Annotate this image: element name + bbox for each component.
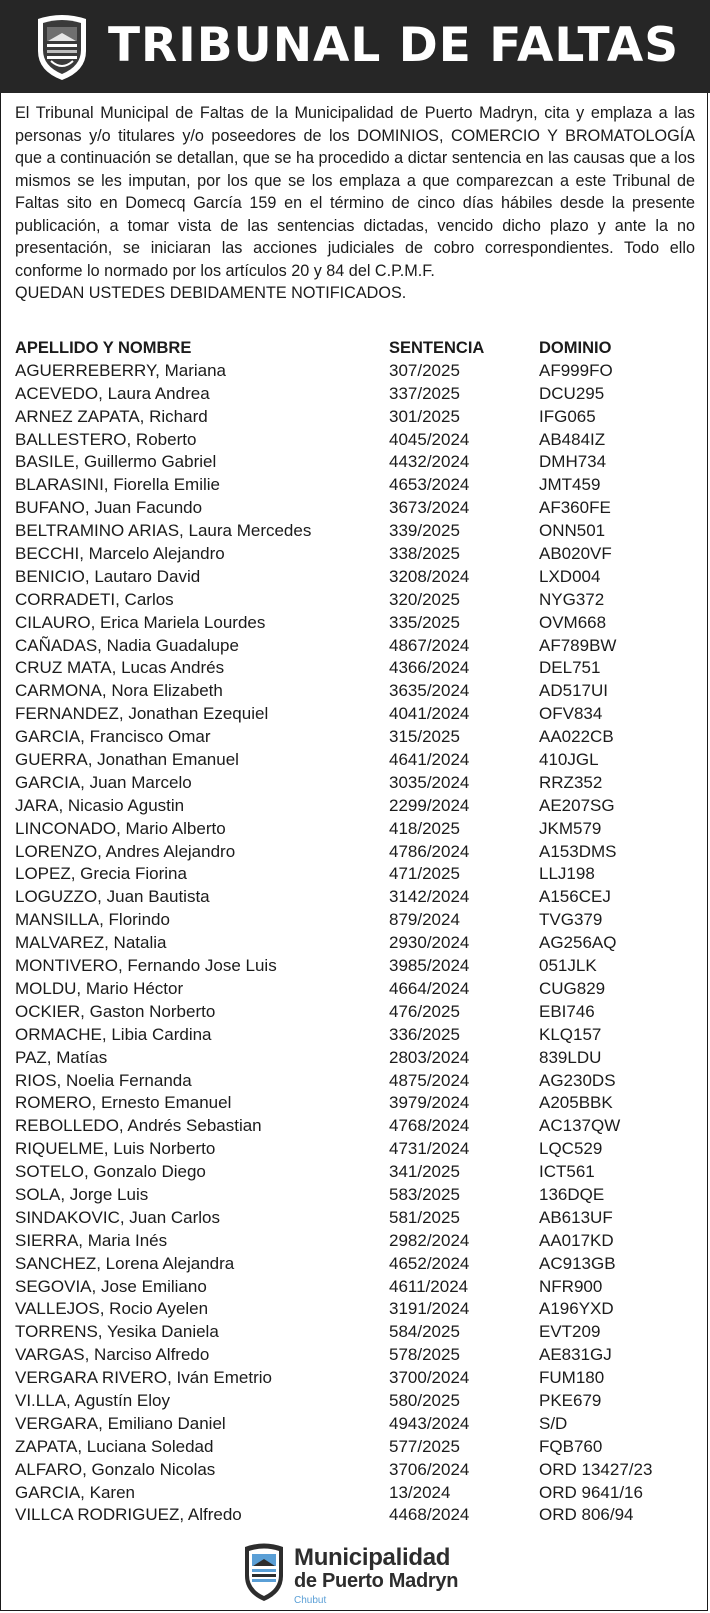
cell-domain: AA017KD — [539, 1230, 614, 1250]
cell-sentence: 577/2025 — [389, 1436, 460, 1456]
cell-domain: RRZ352 — [539, 772, 603, 792]
cell-name: BLARASINI, Fiorella Emilie — [15, 475, 221, 495]
cell-domain: FUM180 — [539, 1368, 605, 1388]
cell-domain: ORD 13427/23 — [539, 1459, 653, 1479]
cell-domain: AF360FE — [539, 498, 611, 518]
table-row — [15, 635, 695, 658]
cell-name: ROMERO, Ernesto Emanuel — [15, 1093, 232, 1113]
cell-name: BELTRAMINO ARIAS, Laura Mercedes — [15, 521, 312, 541]
cell-domain: AB020VF — [539, 544, 612, 564]
cell-name: OCKIER, Gaston Norberto — [15, 1001, 216, 1021]
table-row — [15, 451, 695, 474]
cell-sentence: 338/2025 — [389, 544, 460, 564]
cell-sentence: 3142/2024 — [389, 887, 470, 907]
cell-domain: JMT459 — [539, 475, 601, 495]
cell-sentence: 476/2025 — [389, 1001, 460, 1021]
cell-name: VERGARA, Emiliano Daniel — [15, 1413, 226, 1433]
cell-sentence: 3673/2024 — [389, 498, 470, 518]
cell-domain: LLJ198 — [539, 864, 595, 884]
cell-sentence: 2930/2024 — [389, 933, 470, 953]
table-row — [15, 795, 695, 818]
cell-domain: EBI746 — [539, 1001, 595, 1021]
cell-name: AGUERREBERRY, Mariana — [15, 360, 227, 380]
cell-domain: A196YXD — [539, 1299, 614, 1319]
cell-domain: AG256AQ — [539, 933, 617, 953]
cell-name: LOGUZZO, Juan Bautista — [15, 887, 210, 907]
table-row — [15, 1070, 695, 1093]
cell-name: MALVAREZ, Natalia — [15, 933, 167, 953]
table-row — [15, 1344, 695, 1367]
cell-domain: A205BBK — [539, 1093, 613, 1113]
table-row — [15, 978, 695, 1001]
cell-name: CAÑADAS, Nadia Guadalupe — [15, 635, 239, 655]
cell-name: ACEVEDO, Laura Andrea — [15, 383, 210, 403]
table-header — [15, 337, 695, 360]
cell-name: SOTELO, Gonzalo Diego — [15, 1162, 206, 1182]
cell-name: GARCIA, Karen — [15, 1482, 135, 1502]
cell-domain: AE207SG — [539, 795, 615, 815]
cell-sentence: 4875/2024 — [389, 1070, 470, 1090]
table-row — [15, 497, 695, 520]
cell-domain: DCU295 — [539, 383, 605, 403]
cell-domain: 136DQE — [539, 1184, 605, 1204]
table-row — [15, 1276, 695, 1299]
cell-sentence: 418/2025 — [389, 818, 460, 838]
cell-domain: LQC529 — [539, 1139, 603, 1159]
cell-sentence: 4653/2024 — [389, 475, 470, 495]
table-row — [15, 1184, 695, 1207]
cell-sentence: 335/2025 — [389, 612, 460, 632]
page-header — [0, 0, 710, 93]
cell-domain: 410JGL — [539, 750, 599, 770]
cell-domain: ORD 9641/16 — [539, 1482, 643, 1502]
cell-name: CRUZ MATA, Lucas Andrés — [15, 658, 225, 678]
table-row — [15, 1207, 695, 1230]
cell-domain: KLQ157 — [539, 1024, 602, 1044]
cell-name: LORENZO, Andres Alejandro — [15, 841, 236, 861]
cell-domain: FQB760 — [539, 1436, 603, 1456]
table-row — [15, 1161, 695, 1184]
cell-domain: NYG372 — [539, 589, 605, 609]
cell-sentence: 4432/2024 — [389, 452, 470, 472]
cell-domain: CUG829 — [539, 978, 606, 998]
cell-sentence: 584/2025 — [389, 1322, 460, 1342]
table-row — [15, 726, 695, 749]
cell-sentence: 2803/2024 — [389, 1047, 470, 1067]
cell-sentence: 320/2025 — [389, 589, 460, 609]
cell-name: BASILE, Guillermo Gabriel — [15, 452, 217, 472]
cell-domain: IFG065 — [539, 406, 596, 426]
table-row — [15, 612, 695, 635]
cell-sentence: 4041/2024 — [389, 704, 470, 724]
cell-domain: OFV834 — [539, 704, 603, 724]
table-row — [15, 818, 695, 841]
cell-sentence: 3985/2024 — [389, 956, 470, 976]
cell-sentence: 2982/2024 — [389, 1230, 470, 1250]
table-row — [15, 841, 695, 864]
cell-sentence: 341/2025 — [389, 1162, 460, 1182]
cell-sentence: 301/2025 — [389, 406, 460, 426]
cell-name: BUFANO, Juan Facundo — [15, 498, 203, 518]
cell-sentence: 578/2025 — [389, 1345, 460, 1365]
cell-name: SIERRA, Maria Inés — [15, 1230, 168, 1250]
header-name: APELLIDO Y NOMBRE — [15, 339, 192, 357]
cell-name: MOLDU, Mario Héctor — [15, 978, 184, 998]
table-row — [15, 1436, 695, 1459]
municipal-shield-icon — [242, 1540, 286, 1602]
cell-sentence: 581/2025 — [389, 1207, 460, 1227]
cell-domain: ICT561 — [539, 1162, 595, 1182]
table-row — [15, 566, 695, 589]
table-row — [15, 749, 695, 772]
cell-name: CORRADETI, Carlos — [15, 589, 174, 609]
table-row — [15, 360, 695, 383]
table-row — [15, 1138, 695, 1161]
intro-text — [15, 102, 695, 305]
table-row — [15, 909, 695, 932]
cell-sentence: 4045/2024 — [389, 429, 470, 449]
cell-domain: AA022CB — [539, 727, 614, 747]
cell-sentence: 3700/2024 — [389, 1368, 470, 1388]
table-row — [15, 520, 695, 543]
cell-name: SOLA, Jorge Luis — [15, 1184, 149, 1204]
cell-name: RIOS, Noelia Fernanda — [15, 1070, 192, 1090]
cell-name: CARMONA, Nora Elizabeth — [15, 681, 223, 701]
cell-name: LOPEZ, Grecia Fiorina — [15, 864, 187, 884]
cell-domain: ORD 806/94 — [539, 1505, 634, 1525]
municipal-shield-icon — [34, 11, 90, 81]
cell-sentence: 4366/2024 — [389, 658, 470, 678]
cell-sentence: 3191/2024 — [389, 1299, 470, 1319]
table-row — [15, 703, 695, 726]
cell-name: VALLEJOS, Rocio Ayelen — [15, 1299, 209, 1319]
footer-org-province: Chubut — [294, 1595, 327, 1606]
table-row — [15, 1504, 695, 1527]
table-row — [15, 772, 695, 795]
cell-name: GARCIA, Juan Marcelo — [15, 772, 192, 792]
table-row — [15, 406, 695, 429]
cell-domain: LXD004 — [539, 566, 601, 586]
table-row — [15, 680, 695, 703]
table-row — [15, 383, 695, 406]
table-row — [15, 1230, 695, 1253]
cell-sentence: 4652/2024 — [389, 1253, 470, 1273]
cell-domain: TVG379 — [539, 910, 603, 930]
cell-domain: A153DMS — [539, 841, 617, 861]
table-row — [15, 657, 695, 680]
table-row — [15, 543, 695, 566]
cell-sentence: 4786/2024 — [389, 841, 470, 861]
table-row — [15, 1024, 695, 1047]
sentence-table — [15, 337, 695, 1527]
cell-name: SEGOVIA, Jose Emiliano — [15, 1276, 207, 1296]
cell-sentence: 580/2025 — [389, 1390, 460, 1410]
cell-sentence: 336/2025 — [389, 1024, 460, 1044]
cell-domain: AB613UF — [539, 1207, 613, 1227]
header-domain: DOMINIO — [539, 339, 612, 357]
intro-paragraph: El Tribunal Municipal de Faltas de la Municipalidad de Puerto Madryn, cita y emplaza a las personas y/o titulares y/o poseedores de los DOMINIOS, COMERCIO Y BROMATOLOGÍA que a continuación se detallan, que se ha procedido a dictar sentencia en las causas que a los mismos se les imputan, por los que se los emplaza a que comparezcan a este Tribunal de Faltas sito en Domecq García 159 en el término de cinco días hábiles desde la presente publicación, a tomar vista de las sentencias dictadas, vencido dicho plazo y ante la no presentación, se iniciaran las acciones judiciales de cobro correspondientes. Todo ello conforme lo normado por los artículos 20 y 84 del C.P.M.F. — [15, 104, 695, 280]
cell-sentence: 4943/2024 — [389, 1413, 470, 1433]
cell-name: ARNEZ ZAPATA, Richard — [15, 406, 208, 426]
table-row — [15, 886, 695, 909]
header-sentence: SENTENCIA — [389, 339, 485, 357]
cell-domain: JKM579 — [539, 818, 602, 838]
table-row — [15, 1390, 695, 1413]
cell-name: BENICIO, Lautaro David — [15, 566, 201, 586]
footer-org-name: Municipalidad — [294, 1544, 451, 1571]
cell-name: CILAURO, Erica Mariela Lourdes — [15, 612, 266, 632]
cell-name: SINDAKOVIC, Juan Carlos — [15, 1207, 221, 1227]
cell-domain: AD517UI — [539, 681, 608, 701]
cell-domain: AB484IZ — [539, 429, 606, 449]
cell-sentence: 3979/2024 — [389, 1093, 470, 1113]
cell-name: VILLCA RODRIGUEZ, Alfredo — [15, 1505, 242, 1525]
cell-name: VI.LLA, Agustín Eloy — [15, 1390, 170, 1410]
cell-sentence: 471/2025 — [389, 864, 460, 884]
cell-name: VARGAS, Narciso Alfredo — [15, 1345, 210, 1365]
cell-domain: DEL751 — [539, 658, 601, 678]
cell-sentence: 339/2025 — [389, 521, 460, 541]
cell-name: TORRENS, Yesika Daniela — [15, 1322, 219, 1342]
table-row — [15, 474, 695, 497]
cell-domain: AG230DS — [539, 1070, 616, 1090]
table-row — [15, 589, 695, 612]
cell-sentence: 4641/2024 — [389, 750, 470, 770]
cell-name: RIQUELME, Luis Norberto — [15, 1139, 216, 1159]
cell-name: MONTIVERO, Fernando Jose Luis — [15, 956, 277, 976]
cell-domain: NFR900 — [539, 1276, 603, 1296]
table-row — [15, 1001, 695, 1024]
cell-sentence: 4611/2024 — [389, 1276, 469, 1296]
cell-domain: PKE679 — [539, 1390, 602, 1410]
cell-domain: AC137QW — [539, 1116, 621, 1136]
cell-sentence: 4768/2024 — [389, 1116, 470, 1136]
cell-sentence: 4664/2024 — [389, 978, 470, 998]
cell-sentence: 315/2025 — [389, 727, 460, 747]
cell-sentence: 4468/2024 — [389, 1505, 470, 1525]
cell-name: BALLESTERO, Roberto — [15, 429, 197, 449]
cell-sentence: 3635/2024 — [389, 681, 470, 701]
cell-name: ORMACHE, Libia Cardina — [15, 1024, 212, 1044]
cell-sentence: 3208/2024 — [389, 566, 470, 586]
cell-name: PAZ, Matías — [15, 1047, 108, 1067]
cell-domain: S/D — [539, 1413, 568, 1433]
cell-name: GUERRA, Jonathan Emanuel — [15, 750, 239, 770]
intro-closing: QUEDAN USTEDES DEBIDAMENTE NOTIFICADOS. — [15, 284, 407, 302]
cell-sentence: 4731/2024 — [389, 1139, 470, 1159]
cell-domain: AF789BW — [539, 635, 617, 655]
table-row — [15, 1047, 695, 1070]
table-row — [15, 1298, 695, 1321]
cell-name: LINCONADO, Mario Alberto — [15, 818, 226, 838]
cell-sentence: 3035/2024 — [389, 772, 470, 792]
table-row — [15, 955, 695, 978]
page-title: TRIBUNAL DE FALTAS — [108, 18, 680, 73]
cell-name: JARA, Nicasio Agustin — [15, 795, 185, 815]
cell-sentence: 2299/2024 — [389, 795, 470, 815]
cell-name: ALFARO, Gonzalo Nicolas — [15, 1459, 216, 1479]
cell-name: ZAPATA, Luciana Soledad — [15, 1436, 214, 1456]
table-row — [15, 1482, 695, 1505]
cell-sentence: 4867/2024 — [389, 635, 470, 655]
cell-domain: OVM668 — [539, 612, 607, 632]
cell-sentence: 583/2025 — [389, 1184, 460, 1204]
cell-name: VERGARA RIVERO, Iván Emetrio — [15, 1368, 272, 1388]
cell-name: REBOLLEDO, Andrés Sebastian — [15, 1116, 262, 1136]
table-row — [15, 1253, 695, 1276]
table-row — [15, 1092, 695, 1115]
cell-domain: 839LDU — [539, 1047, 602, 1067]
cell-name: MANSILLA, Florindo — [15, 910, 170, 930]
table-row — [15, 1321, 695, 1344]
cell-sentence: 337/2025 — [389, 383, 460, 403]
cell-domain: ONN501 — [539, 521, 606, 541]
table-row — [15, 429, 695, 452]
footer-org-city: de Puerto Madryn — [294, 1570, 459, 1592]
cell-name: GARCIA, Francisco Omar — [15, 727, 211, 747]
cell-sentence: 879/2024 — [389, 910, 460, 930]
table-row — [15, 863, 695, 886]
cell-domain: AF999FO — [539, 360, 613, 380]
cell-domain: 051JLK — [539, 956, 597, 976]
cell-name: FERNANDEZ, Jonathan Ezequiel — [15, 704, 269, 724]
cell-sentence: 13/2024 — [389, 1482, 451, 1502]
cell-sentence: 307/2025 — [389, 360, 460, 380]
cell-domain: AC913GB — [539, 1253, 616, 1273]
cell-domain: A156CEJ — [539, 887, 611, 907]
table-row — [15, 1367, 695, 1390]
cell-name: SANCHEZ, Lorena Alejandra — [15, 1253, 235, 1273]
table-row — [15, 1459, 695, 1482]
footer — [0, 1540, 710, 1610]
table-row — [15, 1115, 695, 1138]
table-row — [15, 1413, 695, 1436]
cell-sentence: 3706/2024 — [389, 1459, 470, 1479]
table-row — [15, 932, 695, 955]
cell-name: BECCHI, Marcelo Alejandro — [15, 544, 225, 564]
cell-domain: AE831GJ — [539, 1345, 612, 1365]
cell-domain: DMH734 — [539, 452, 607, 472]
cell-domain: EVT209 — [539, 1322, 601, 1342]
